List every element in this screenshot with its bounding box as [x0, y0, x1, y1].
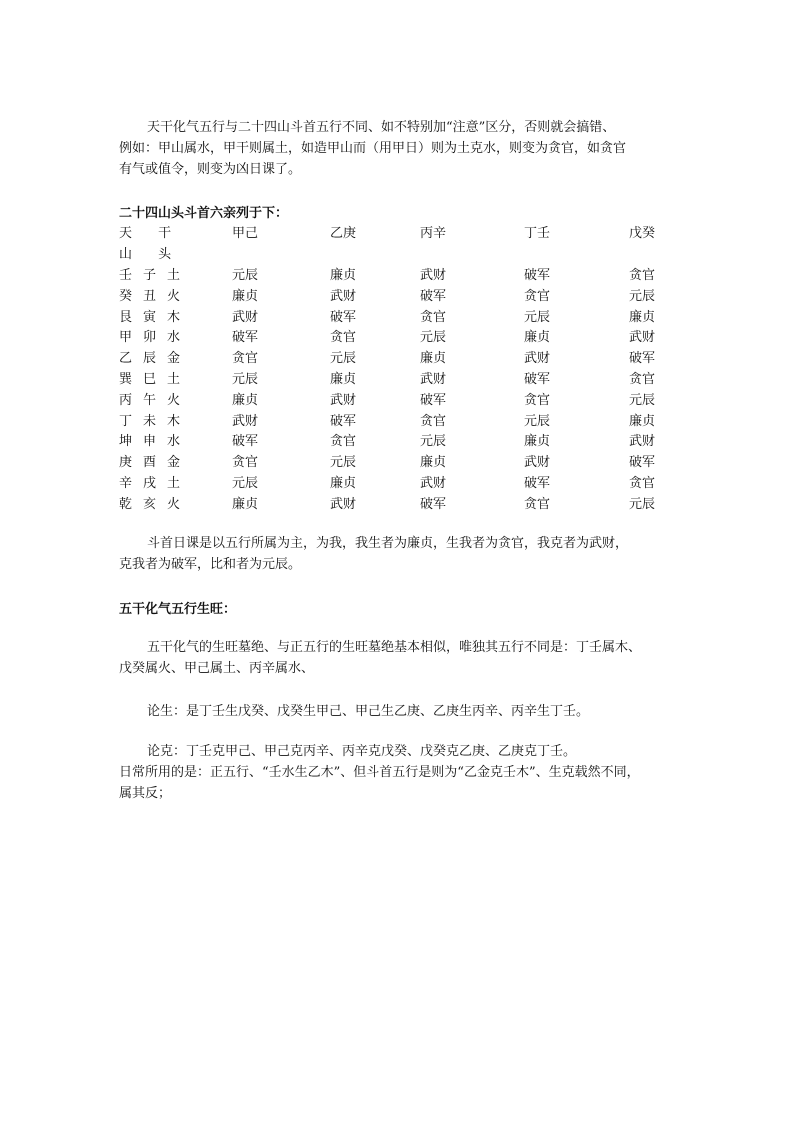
mountain-cell: 坤申水: [119, 434, 192, 450]
paragraph-line: 戊癸属火、甲己属土、丙辛属水、: [119, 661, 315, 676]
value-cell: 破军: [524, 372, 551, 387]
lunke-paragraph: [119, 741, 679, 804]
table-row: [0, 389, 793, 410]
section-heading-shengwang: 五干化气五行生旺：: [119, 602, 237, 617]
mountain-cell: 癸丑火: [119, 288, 192, 304]
value-cell: 廉贞: [629, 309, 656, 325]
value-cell: 武财: [232, 309, 259, 325]
table-row: [0, 326, 793, 347]
value-cell: 武财: [629, 330, 656, 346]
value-cell: 元辰: [232, 372, 259, 387]
table-row: [0, 264, 793, 285]
value-cell: 廉贞: [232, 288, 259, 304]
table-row: [0, 347, 793, 368]
value-cell: 廉贞: [524, 434, 551, 450]
value-cell: 武财: [330, 496, 357, 512]
column-header: 丙辛: [420, 226, 447, 241]
value-cell: 贪官: [524, 496, 551, 512]
note-line: 斗首日课是以五行所属为主，为我，我生者为廉贞，生我者为贪官，我克者为武财，: [147, 536, 629, 551]
value-cell: 廉贞: [330, 268, 357, 283]
value-cell: 廉贞: [420, 455, 447, 471]
table-subheader-row: [0, 243, 793, 264]
value-cell: 破军: [232, 330, 259, 346]
value-cell: 廉贞: [232, 392, 259, 408]
value-cell: 廉贞: [330, 372, 357, 387]
value-cell: 元辰: [629, 288, 656, 304]
value-cell: 贪官: [232, 351, 259, 367]
table-row: [0, 368, 793, 389]
table-row: [0, 306, 793, 327]
value-cell: 武财: [232, 413, 259, 429]
value-cell: 元辰: [330, 455, 357, 471]
mountain-cell: 丙午火: [119, 392, 192, 408]
value-cell: 破军: [330, 413, 357, 429]
value-cell: 破军: [232, 434, 259, 450]
value-cell: 贪官: [629, 476, 656, 491]
value-cell: 元辰: [232, 476, 259, 491]
column-header: 丁壬: [524, 226, 551, 241]
shengwang-paragraph: [119, 637, 679, 679]
column-header: 乙庚: [330, 226, 357, 241]
paragraph-line: 日常所用的是：正五行、“壬水生乙木”、但斗首五行是则为“乙金克壬木”、生克载然不同，: [119, 765, 640, 780]
value-cell: 武财: [330, 288, 357, 304]
value-cell: 贪官: [420, 413, 447, 429]
value-cell: 贪官: [330, 330, 357, 346]
mountain-cell: 庚酉金: [119, 455, 192, 471]
table-row: [0, 430, 793, 451]
value-cell: 贪官: [524, 392, 551, 408]
value-cell: 元辰: [330, 351, 357, 367]
column-header: 戊癸: [629, 226, 656, 241]
value-cell: 贪官: [330, 434, 357, 450]
value-cell: 武财: [629, 434, 656, 450]
value-cell: 廉贞: [629, 413, 656, 429]
value-cell: 武财: [420, 268, 447, 283]
value-cell: 廉贞: [232, 496, 259, 512]
value-cell: 元辰: [420, 434, 447, 450]
mountain-cell: 艮寅木: [119, 309, 192, 325]
table-row: [0, 493, 793, 514]
value-cell: 元辰: [629, 496, 656, 512]
mountain-cell: 辛戌土: [119, 476, 192, 491]
table-row: [0, 472, 793, 493]
mountain-cell: 丁未木: [119, 413, 192, 429]
section-heading-liuqin: 二十四山头斗首六亲列于下：: [119, 206, 289, 221]
value-cell: 武财: [420, 372, 447, 387]
value-cell: 贪官: [629, 268, 656, 283]
value-cell: 武财: [524, 455, 551, 471]
intro-line: 例如：甲山属水，甲干则属土，如造甲山而（用甲日）则为土克水，则变为贪官，如贪官: [119, 141, 627, 156]
lunsheng-paragraph: [119, 701, 679, 722]
paragraph-line: 论生：是丁壬生戊癸、戊癸生甲己、甲己生乙庚、乙庚生丙辛、丙辛生丁壬。: [147, 704, 590, 719]
intro-line: 天干化气五行与二十四山斗首五行不同、如不特别加“注意”区分，否则就会搞错、: [147, 120, 616, 135]
value-cell: 武财: [420, 476, 447, 491]
note-line: 克我者为破军，比和者为元辰。: [119, 557, 302, 572]
value-cell: 破军: [420, 496, 447, 512]
mountain-cell: 乙辰金: [119, 351, 192, 367]
intro-paragraph: [119, 117, 679, 180]
value-cell: 元辰: [232, 268, 259, 283]
header-label-shantou: 山 头: [119, 247, 183, 262]
value-cell: 破军: [420, 392, 447, 408]
value-cell: 破军: [330, 309, 357, 325]
value-cell: 元辰: [629, 392, 656, 408]
value-cell: 破军: [420, 288, 447, 304]
mountain-cell: 壬子土: [119, 268, 192, 283]
table-row: [0, 410, 793, 431]
value-cell: 廉贞: [524, 330, 551, 346]
header-label-tiangan: 天 干: [119, 226, 183, 241]
intro-line: 有气或值令，则变为凶日课了。: [119, 162, 302, 177]
value-cell: 廉贞: [330, 476, 357, 491]
value-cell: 元辰: [524, 413, 551, 429]
column-header: 甲己: [232, 226, 259, 241]
mountain-cell: 甲卯水: [119, 330, 192, 346]
value-cell: 廉贞: [420, 351, 447, 367]
value-cell: 贪官: [232, 455, 259, 471]
value-cell: 破军: [524, 476, 551, 491]
table-row: [0, 451, 793, 472]
mountain-cell: 乾亥火: [119, 496, 192, 512]
table-header-row: [0, 222, 793, 243]
value-cell: 破军: [524, 268, 551, 283]
value-cell: 武财: [330, 392, 357, 408]
value-cell: 武财: [524, 351, 551, 367]
paragraph-line: 论克：丁壬克甲己、甲己克丙辛、丙辛克戊癸、戊癸克乙庚、乙庚克丁壬。: [147, 744, 577, 759]
paragraph-line: 属其反；: [119, 786, 172, 801]
paragraph-line: 五干化气的生旺墓绝、与正五行的生旺墓绝基本相似，唯独其五行不同是：丁壬属木、: [147, 640, 642, 655]
value-cell: 元辰: [524, 309, 551, 325]
liuqin-note: [119, 533, 679, 575]
value-cell: 贪官: [629, 372, 656, 387]
value-cell: 贪官: [420, 309, 447, 325]
value-cell: 破军: [629, 351, 656, 367]
table-row: [0, 285, 793, 306]
mountain-cell: 巽巳土: [119, 372, 192, 387]
value-cell: 元辰: [420, 330, 447, 346]
value-cell: 贪官: [524, 288, 551, 304]
value-cell: 破军: [629, 455, 656, 471]
